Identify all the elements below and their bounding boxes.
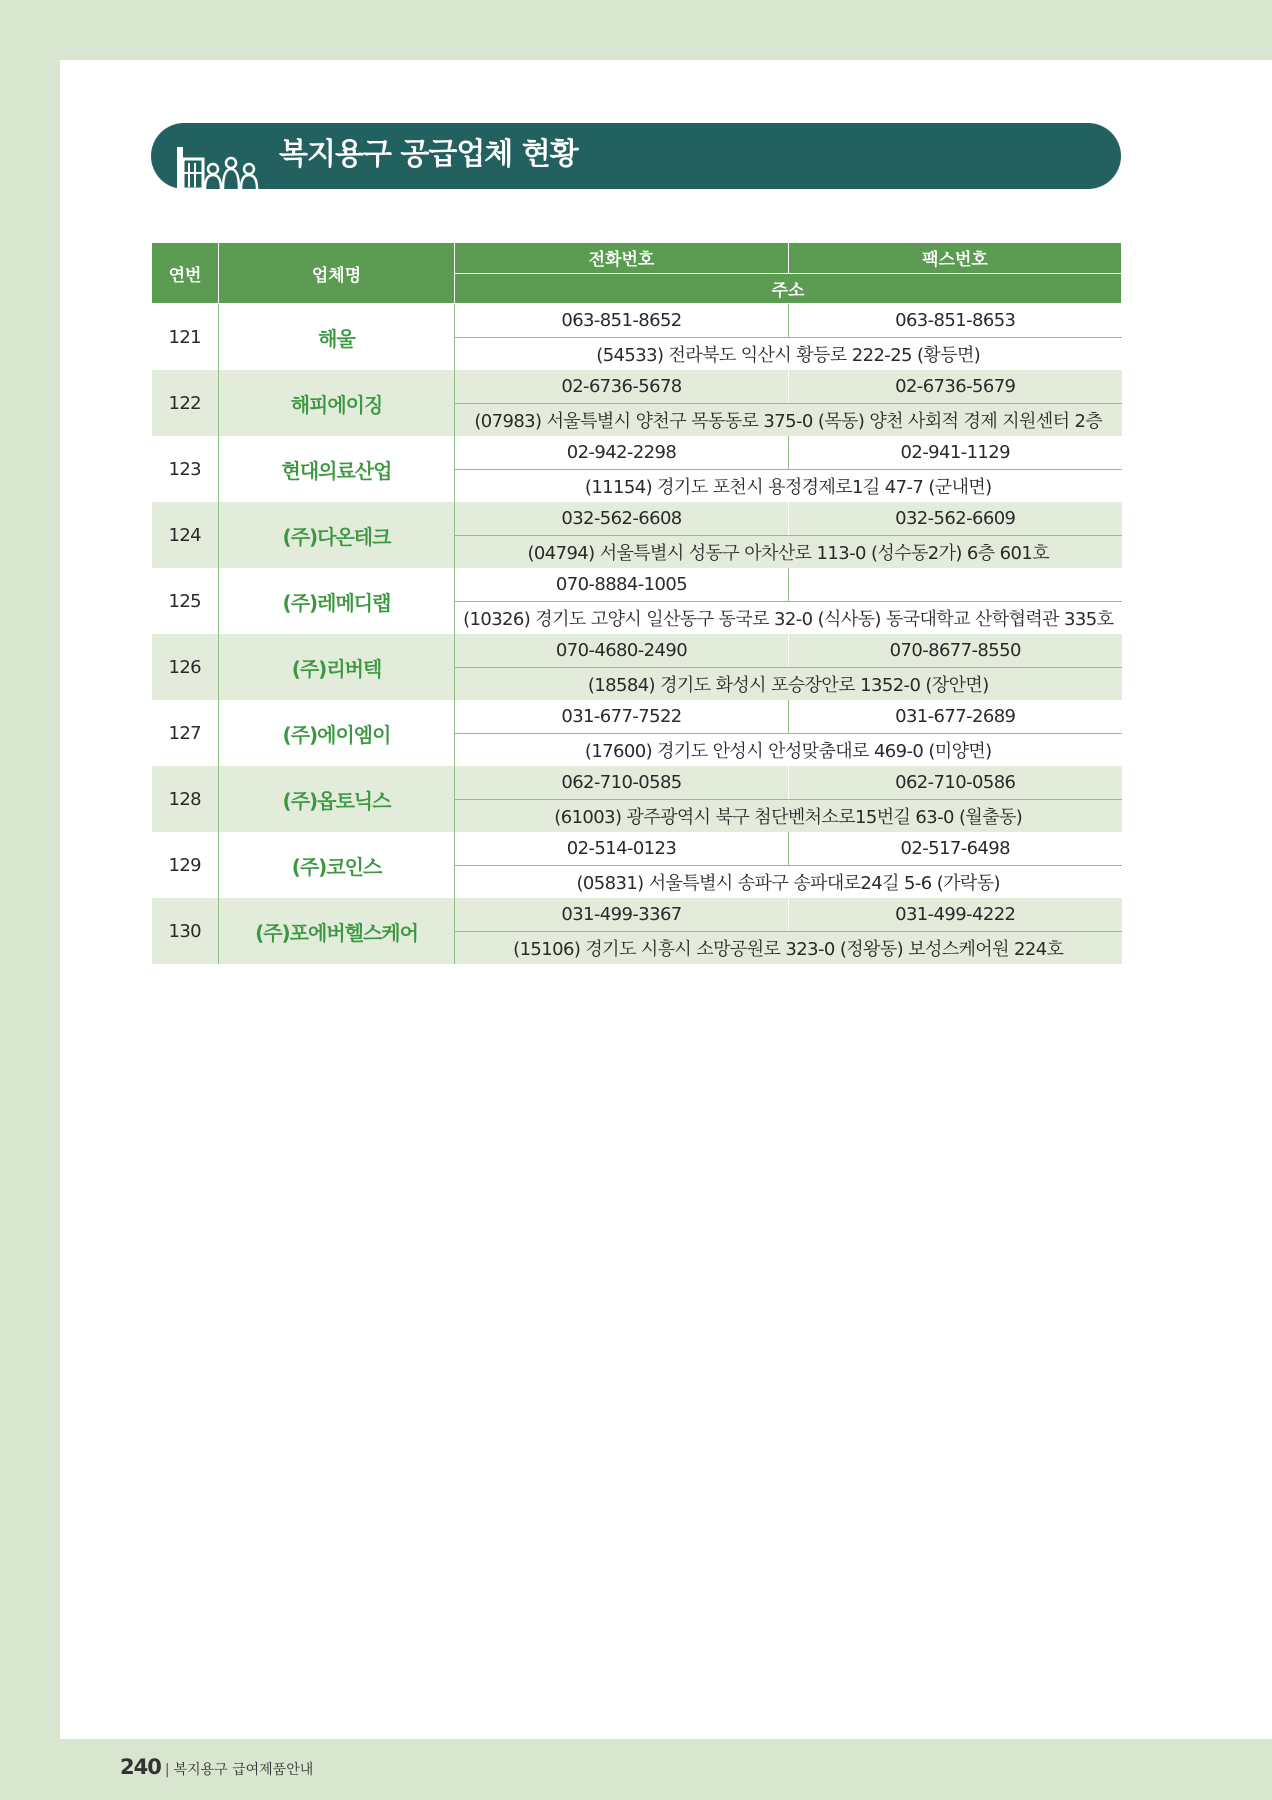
- address-cell: (05831) 서울특별시 송파구 송파대로24길 5-6 (가락동): [455, 865, 1122, 898]
- fax-cell: 063-851-8653: [789, 304, 1122, 338]
- address-cell: (54533) 전라북도 익산시 황등로 222-25 (황등면): [455, 337, 1122, 370]
- row-no: 125: [152, 568, 219, 634]
- tel-cell: 031-499-3367: [455, 898, 789, 931]
- document-page: [60, 60, 1272, 1779]
- table-row: [152, 568, 1122, 601]
- footer-separator: |: [164, 1762, 170, 1778]
- table-row: [152, 832, 1122, 865]
- table-row: [152, 766, 1122, 799]
- table-row: [152, 898, 1122, 931]
- header-address: 주소: [455, 273, 1122, 304]
- vendor-name: (주)다온테크: [219, 502, 455, 568]
- address-cell: (61003) 광주광역시 북구 첨단벤처소로15번길 63-0 (월출동): [455, 799, 1122, 832]
- vendor-table: [151, 242, 1122, 964]
- tel-cell: 02-6736-5678: [455, 370, 789, 403]
- fax-cell: 062-710-0586: [789, 766, 1122, 799]
- row-no: 122: [152, 370, 219, 436]
- row-no: 121: [152, 304, 219, 371]
- vendor-name: (주)에이엠이: [219, 700, 455, 766]
- page-title: 복지용구 공급업체 현황: [279, 137, 578, 172]
- fax-cell: 02-6736-5679: [789, 370, 1122, 403]
- vendor-name: (주)코인스: [219, 832, 455, 898]
- tel-cell: 070-4680-2490: [455, 634, 789, 667]
- address-cell: (07983) 서울특별시 양천구 목동동로 375-0 (목동) 양천 사회적 경제 지원센터 2층: [455, 403, 1122, 436]
- title-banner: [151, 123, 1121, 189]
- table-row: [152, 502, 1122, 535]
- building-people-icon: [175, 141, 275, 189]
- vendor-name: (주)레메디랩: [219, 568, 455, 634]
- address-cell: (17600) 경기도 안성시 안성맞춤대로 469-0 (미양면): [455, 733, 1122, 766]
- address-cell: (15106) 경기도 시흥시 소망공원로 323-0 (정왕동) 보성스케어원 224호: [455, 931, 1122, 964]
- header-no: 연번: [152, 243, 219, 304]
- vendor-name: 현대의료산업: [219, 436, 455, 502]
- row-no: 130: [152, 898, 219, 964]
- header-fax: 팩스번호: [789, 243, 1122, 274]
- table-row: [152, 304, 1122, 338]
- table-row: [152, 370, 1122, 403]
- address-cell: (04794) 서울특별시 성동구 아차산로 113-0 (성수동2가) 6층 601호: [455, 535, 1122, 568]
- table-row: [152, 634, 1122, 667]
- footer-section-title: 복지용구 급여제품안내: [173, 1762, 314, 1778]
- fax-cell: [789, 568, 1122, 601]
- table-row: [152, 436, 1122, 469]
- tel-cell: 031-677-7522: [455, 700, 789, 733]
- tel-cell: 02-514-0123: [455, 832, 789, 865]
- address-cell: (11154) 경기도 포천시 용정경제로1길 47-7 (군내면): [455, 469, 1122, 502]
- row-no: 127: [152, 700, 219, 766]
- fax-cell: 070-8677-8550: [789, 634, 1122, 667]
- row-no: 124: [152, 502, 219, 568]
- address-cell: (10326) 경기도 고양시 일산동구 동국로 32-0 (식사동) 동국대학교 산학협력관 335호: [455, 601, 1122, 634]
- fax-cell: 032-562-6609: [789, 502, 1122, 535]
- vendor-name: (주)리버텍: [219, 634, 455, 700]
- tel-cell: 062-710-0585: [455, 766, 789, 799]
- header-name: 업체명: [219, 243, 455, 304]
- vendor-name: 해울: [219, 304, 455, 371]
- row-no: 129: [152, 832, 219, 898]
- row-no: 128: [152, 766, 219, 832]
- tel-cell: 063-851-8652: [455, 304, 789, 338]
- fax-cell: 02-517-6498: [789, 832, 1122, 865]
- vendor-name: 해피에이징: [219, 370, 455, 436]
- fax-cell: 02-941-1129: [789, 436, 1122, 469]
- row-no: 126: [152, 634, 219, 700]
- fax-cell: 031-677-2689: [789, 700, 1122, 733]
- table-row: [152, 700, 1122, 733]
- tel-cell: 070-8884-1005: [455, 568, 789, 601]
- vendor-name: (주)포에버헬스케어: [219, 898, 455, 964]
- header-tel: 전화번호: [455, 243, 789, 274]
- row-no: 123: [152, 436, 219, 502]
- vendor-name: (주)옵토닉스: [219, 766, 455, 832]
- tel-cell: 02-942-2298: [455, 436, 789, 469]
- page-number: 240: [120, 1755, 161, 1779]
- fax-cell: 031-499-4222: [789, 898, 1122, 931]
- address-cell: (18584) 경기도 화성시 포승장안로 1352-0 (장안면): [455, 667, 1122, 700]
- tel-cell: 032-562-6608: [455, 502, 789, 535]
- page-footer: [120, 1755, 313, 1779]
